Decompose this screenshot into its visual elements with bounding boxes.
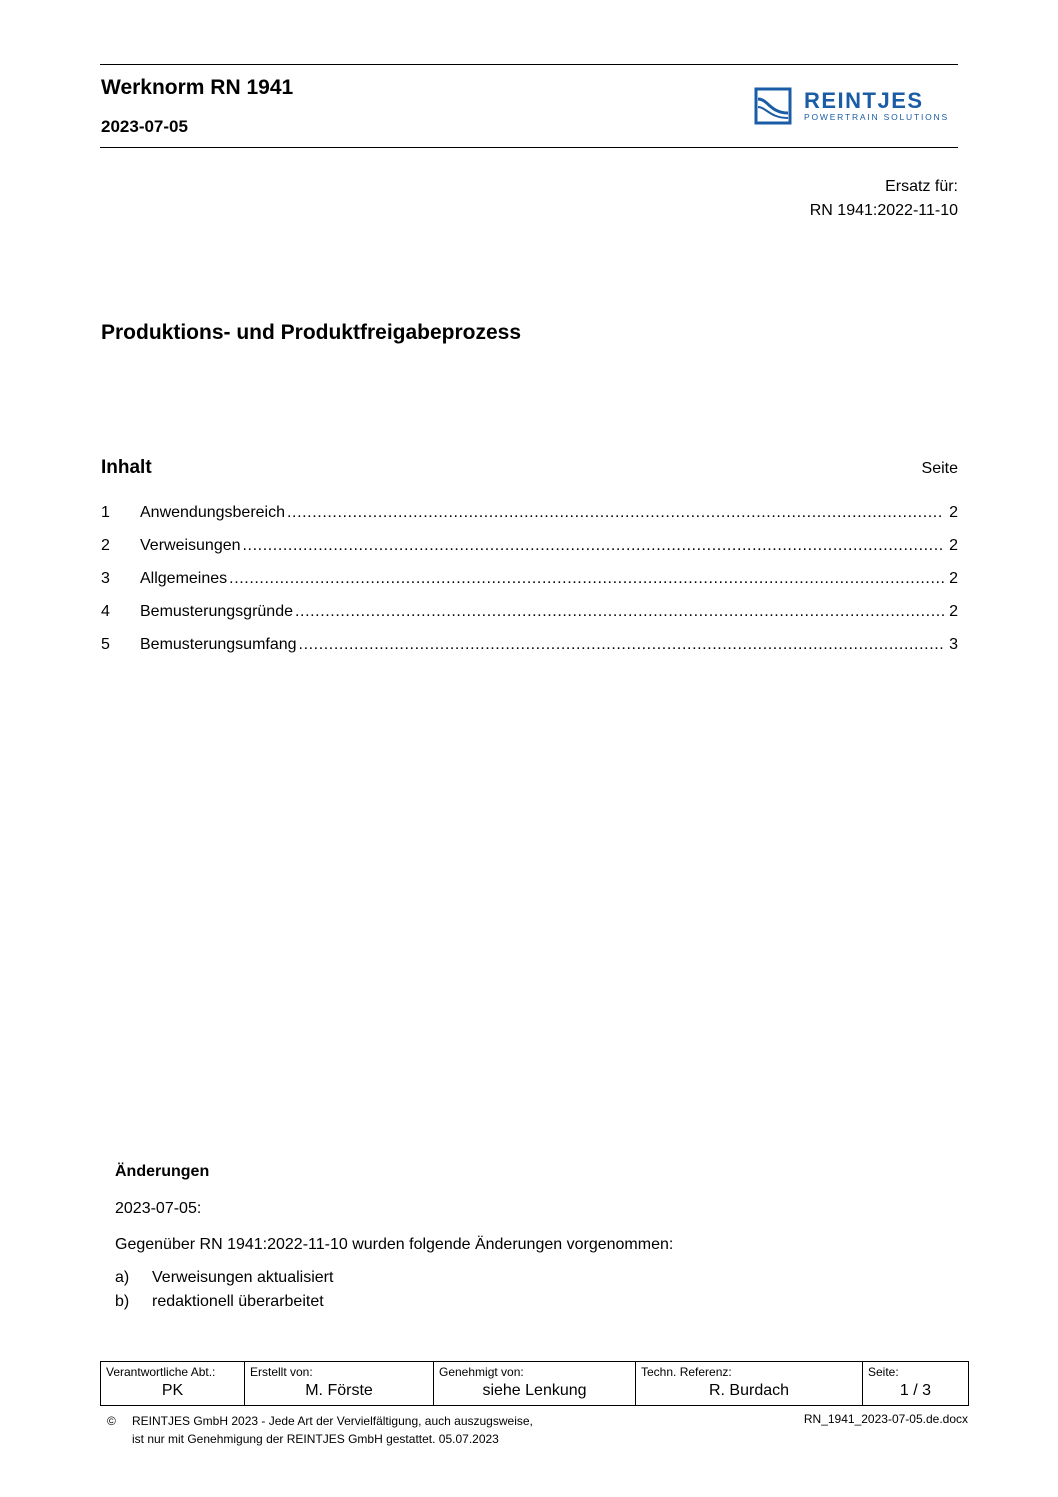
header-bottom-rule [100,147,958,148]
table-of-contents [101,504,958,669]
toc-dot-leader [299,636,944,654]
approval-cell-tech-reference [636,1362,863,1406]
toc-entry-label: Verweisungen [140,537,241,554]
toc-entry[interactable] [101,570,958,603]
changes-list-item [115,1293,324,1311]
toc-entry-label: Bemusterungsumfang [140,636,297,653]
cell-label: Verantwortliche Abt.: [106,1365,216,1379]
toc-entry-number: 4 [101,603,110,620]
approval-cell-department [101,1362,245,1406]
changes-heading: Änderungen [115,1163,210,1180]
cell-label: Genehmigt von: [439,1365,524,1379]
changes-intro: Gegenüber RN 1941:2022-11-10 wurden folgende Änderungen vorgenommen: [115,1236,674,1253]
toc-entry-number: 2 [101,537,110,554]
logo-brand-text: REINTJES [804,88,924,113]
toc-entry-page: 2 [949,570,958,587]
toc-entry-number: 1 [101,504,110,521]
copyright-notice [107,1412,533,1448]
toc-entry[interactable] [101,504,958,537]
list-marker: b) [115,1293,130,1310]
list-marker: a) [115,1269,130,1286]
cell-value: PK [161,1382,184,1399]
replaces-block [810,175,958,223]
changes-list-item [115,1269,333,1287]
header-top-rule [100,64,958,65]
toc-entry-page: 2 [949,504,958,521]
toc-entry-number: 3 [101,570,110,587]
approval-table [100,1361,969,1406]
toc-dot-leader [243,537,944,555]
toc-dot-leader [287,504,944,522]
copyright-line-1: REINTJES GmbH 2023 - Jede Art der Vervielfältigung, auch auszugsweise, [132,1414,533,1428]
toc-entry-label: Bemusterungsgründe [140,603,293,620]
approval-cell-approver [434,1362,636,1406]
cell-label: Seite: [868,1365,899,1379]
cell-value: M. Förste [305,1382,373,1399]
toc-entry[interactable] [101,603,958,636]
cell-value: 1 / 3 [899,1382,932,1399]
toc-page-heading: Seite [921,460,958,477]
list-item-text: Verweisungen aktualisiert [152,1269,334,1286]
toc-dot-leader [295,603,944,621]
cell-label: Techn. Referenz: [641,1365,732,1379]
toc-entry[interactable] [101,636,958,669]
approval-cell-author [245,1362,434,1406]
toc-entry[interactable] [101,537,958,570]
approval-cell-page [863,1362,969,1406]
list-item-text: redaktionell überarbeitet [152,1293,324,1310]
toc-entry-page: 3 [949,636,958,653]
table-row [101,1362,969,1406]
cell-value: siehe Lenkung [482,1382,587,1399]
replaces-label: Ersatz für: [885,178,958,195]
cell-value: R. Burdach [708,1382,790,1399]
toc-entry-page: 2 [949,537,958,554]
document-filename: RN_1941_2023-07-05.de.docx [803,1412,968,1426]
toc-entry-number: 5 [101,636,110,653]
toc-entry-label: Allgemeines [140,570,228,587]
document-title: Produktions- und Produktfreigabeprozess [101,321,522,344]
cell-label: Erstellt von: [250,1365,313,1379]
toc-entry-page: 2 [949,603,958,620]
reintjes-logo-mark-icon [754,87,792,125]
toc-entry-label: Anwendungsbereich [140,504,285,521]
reintjes-logo [754,87,960,125]
logo-tagline: POWERTRAIN SOLUTIONS [804,112,949,122]
document-date: 2023-07-05 [101,117,188,136]
copyright-line-2: ist nur mit Genehmigung der REINTJES GmbH gestattet. 05.07.2023 [132,1432,499,1446]
toc-heading: Inhalt [101,457,152,478]
copyright-icon: © [107,1414,116,1428]
document-number-title: Werknorm RN 1941 [101,76,294,99]
replaces-value: RN 1941:2022-11-10 [809,202,958,219]
changes-date: 2023-07-05: [115,1200,202,1217]
toc-dot-leader [229,570,944,588]
